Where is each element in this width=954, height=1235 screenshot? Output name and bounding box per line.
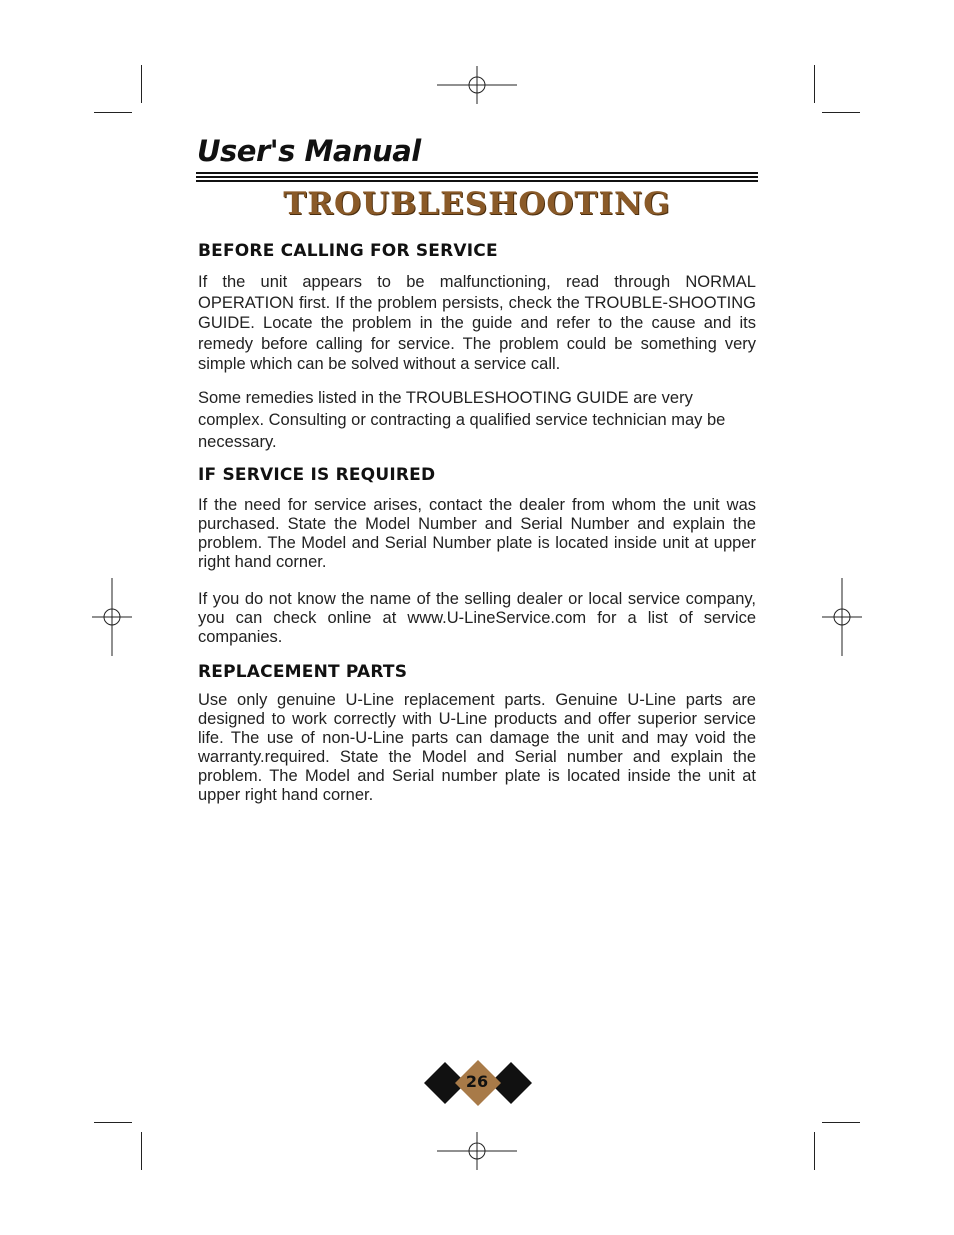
header-rule — [196, 172, 758, 182]
paragraph-service-required-2: If you do not know the name of the selling dealer or local service company, you can check online at www.U-LineService.com for a list of service companies. — [198, 590, 756, 646]
heading-service-required: IF SERVICE IS REQUIRED — [198, 465, 436, 485]
crop-mark — [94, 112, 132, 113]
crop-mark — [814, 65, 815, 103]
registration-mark-left — [92, 578, 132, 656]
crop-mark — [814, 1132, 815, 1170]
crop-mark — [94, 1122, 132, 1123]
crop-mark — [822, 112, 860, 113]
registration-mark-right — [822, 578, 862, 656]
crop-mark — [141, 1132, 142, 1170]
paragraph-before-calling-2: Some remedies listed in the TROUBLESHOOTING GUIDE are very complex. Consulting or contracting a qualified service technician may be necessary. — [198, 389, 726, 451]
manual-title: User's Manual — [197, 134, 421, 168]
heading-before-calling: BEFORE CALLING FOR SERVICE — [198, 241, 498, 261]
registration-mark-top — [437, 66, 517, 106]
paragraph-replacement-parts: Use only genuine U-Line replacement parts. Genuine U-Line parts are designed to work correctly with U-Line products and offer superior service life. The use of non-U-Line parts can damage the unit and may void the warranty.required. State the Model and Serial number and explain the problem. The Model and Serial number plate is located inside the unit at upper right hand corner. — [198, 691, 756, 804]
heading-replacement-parts: REPLACEMENT PARTS — [198, 662, 408, 682]
page-number: 26 — [465, 1072, 489, 1091]
crop-mark — [141, 65, 142, 103]
paragraph-before-calling-1: If the unit appears to be malfunctioning, read through NORMAL OPERATION first. If the problem persists, check the TROUBLE-SHOOTING GUIDE. Locate the problem in the guide and refer to the cause and its remedy before calling for service. The problem could be something very simple which can be solved without a service call. — [198, 273, 756, 373]
section-title: TROUBLESHOOTING — [283, 186, 671, 222]
paragraph-service-required-1: If the need for service arises, contact the dealer from whom the unit was purchased. State the Model Number and Serial Number and explain the problem. The Model and Serial Number plate is located inside unit at upper right hand corner. — [198, 496, 756, 571]
registration-mark-bottom — [437, 1132, 517, 1172]
crop-mark — [822, 1122, 860, 1123]
